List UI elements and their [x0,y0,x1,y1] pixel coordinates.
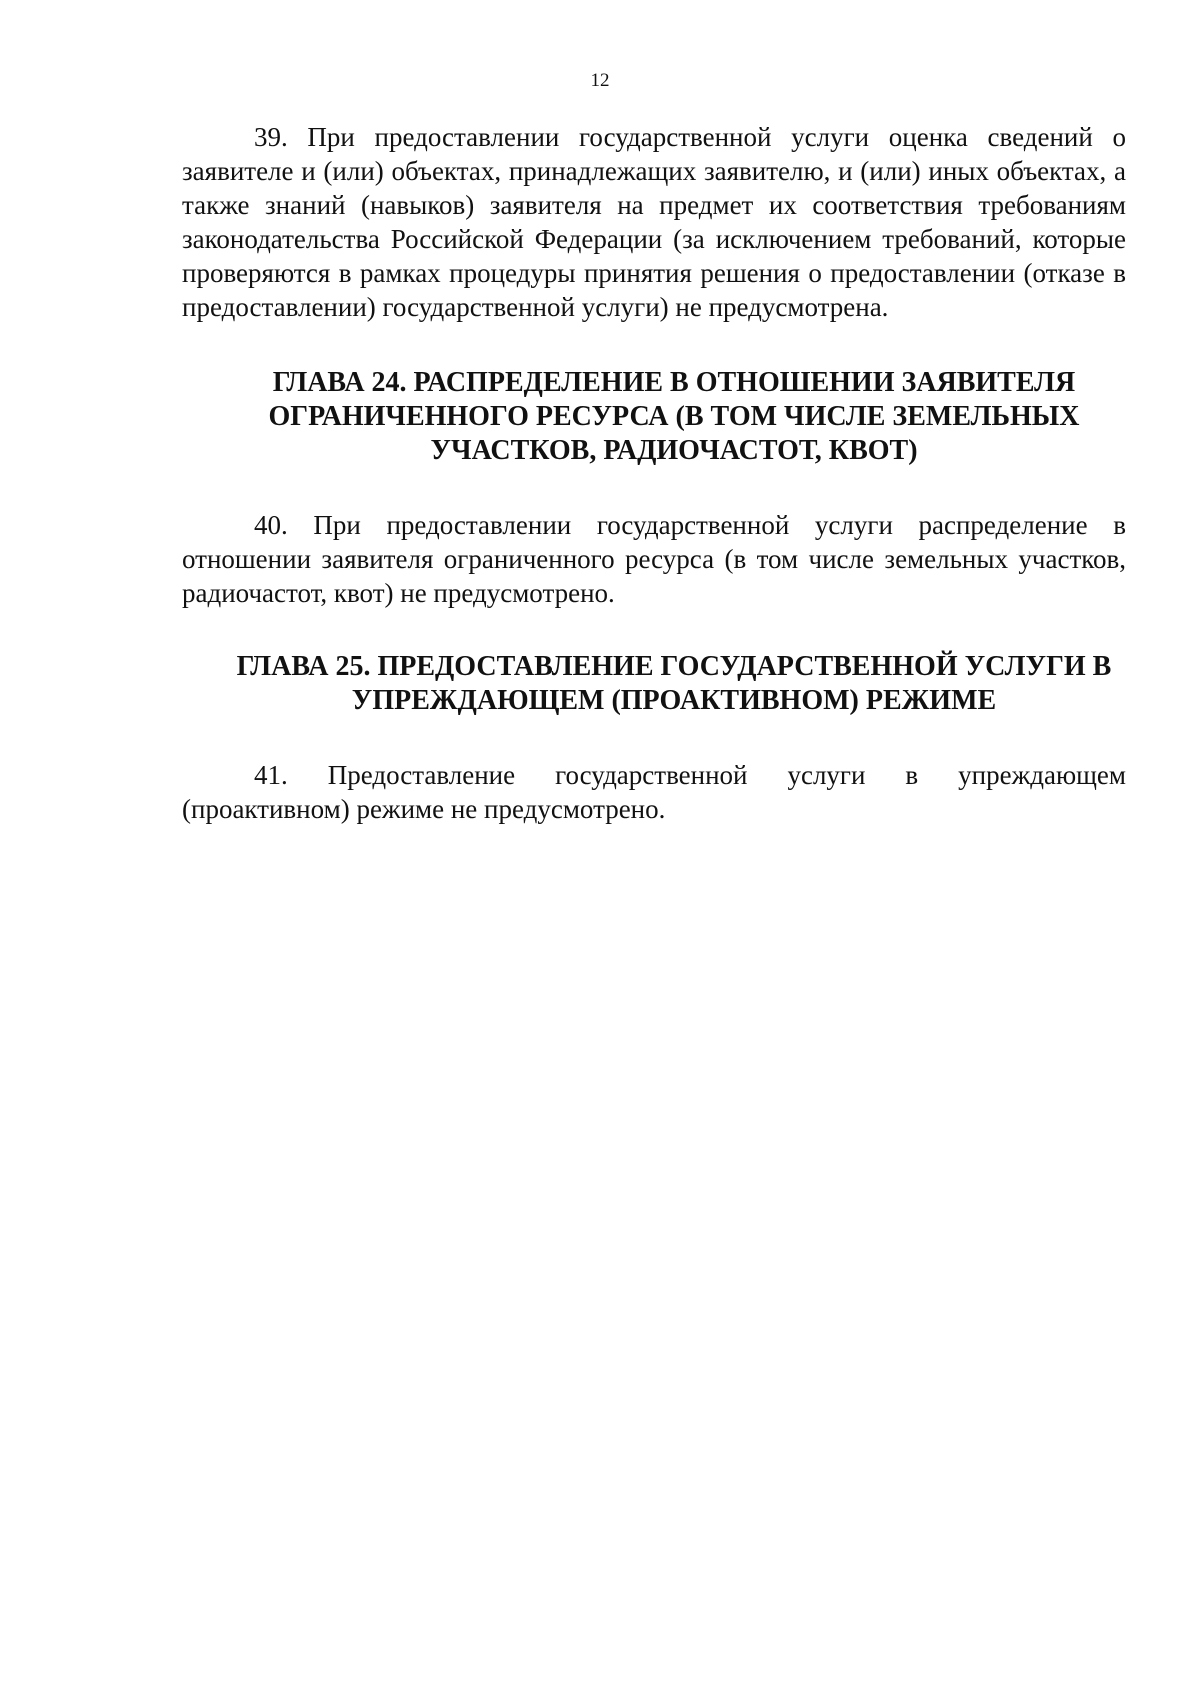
chapter-24-heading: ГЛАВА 24. РАСПРЕДЕЛЕНИЕ В ОТНОШЕНИИ ЗАЯВИТЕЛЯ ОГРАНИЧЕННОГО РЕСУРСА (В ТОМ ЧИСЛЕ ЗЕМЕЛЬНЫХ УЧАСТКОВ, РАДИОЧАСТОТ, КВОТ) [268,367,1080,466]
document-body [182,120,1126,826]
page-number: 12 [590,70,610,91]
paragraph-39: 39. При предоставлении государственной услуги оценка сведений о заявителе и (или) объектах, принадлежащих заявителю, и (или) иных объектах, а также знаний (навыков) заявителя на предмет их соответствия требованиям законодательства Российской Федерации (за исключением требований, которые проверяются в рамках процедуры принятия решения о предоставлении (отказе в предоставлении) государственной услуги) не предусмотрена. [182,122,1126,322]
paragraph-41: 41. Предоставление государственной услуги в упреждающем (проактивном) режиме не предусмотрено. [182,760,1126,824]
chapter-25-heading: ГЛАВА 25. ПРЕДОСТАВЛЕНИЕ ГОСУДАРСТВЕННОЙ УСЛУГИ В УПРЕЖДАЮЩЕМ (ПРОАКТИВНОМ) РЕЖИМЕ [236,651,1112,716]
paragraph-40: 40. При предоставлении государственной услуги распределение в отношении заявителя ограниченного ресурса (в том числе земельных участков, радиочастот, квот) не предусмотрено. [182,510,1126,608]
